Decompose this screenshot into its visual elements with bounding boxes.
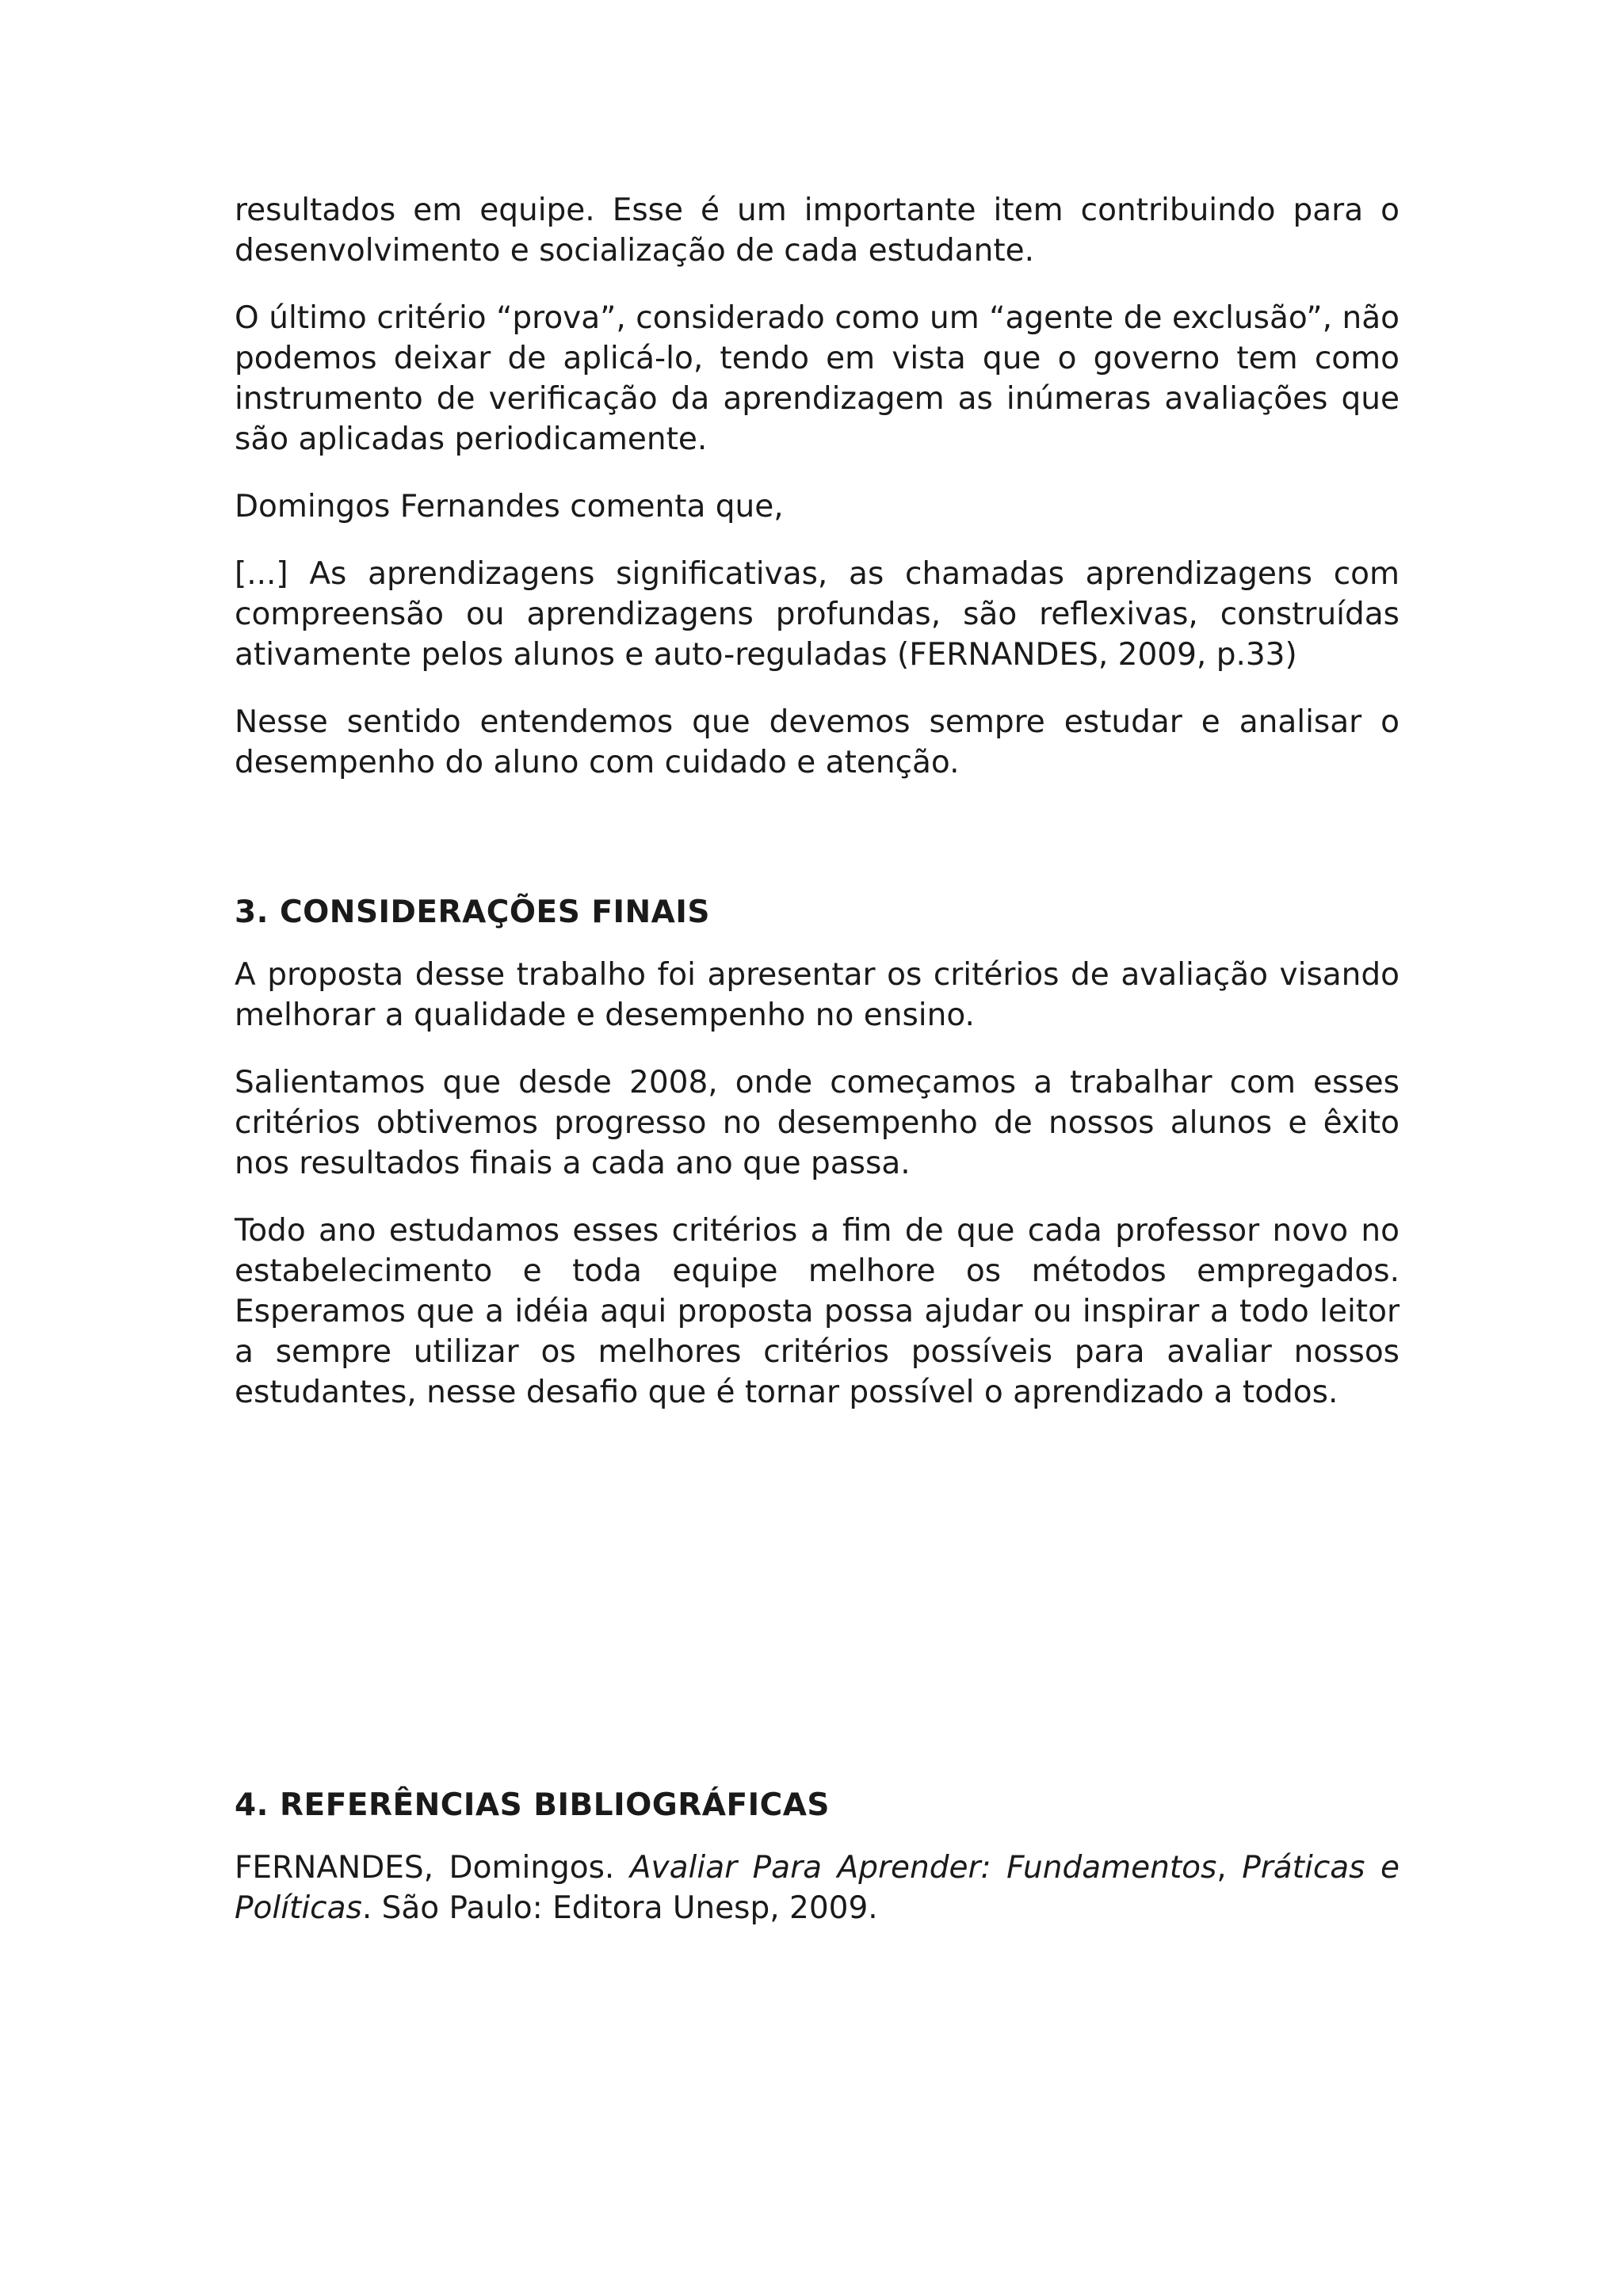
- reference-publisher: . São Paulo: Editora Unesp, 2009.: [361, 1890, 878, 1926]
- reference-title-separator: ,: [1216, 1850, 1243, 1886]
- document-page: [235, 190, 1400, 1955]
- section-heading-references: 4. REFERÊNCIAS BIBLIOGRÁFICAS: [235, 1787, 831, 1823]
- paragraph-fernandes-intro: Domingos Fernandes comenta que,: [235, 489, 784, 524]
- reference-author: FERNANDES, Domingos.: [235, 1850, 630, 1886]
- reference-entry: [235, 1848, 1400, 1928]
- paragraph-yearly-study: Todo ano estudamos esses critérios a fim de que cada professor novo no estabelecimento e toda equipe melhore os métodos empregados. Esperamos que a idéia aqui proposta possa ajudar ou inspirar a todo leitor a sempre utilizar os melhores critérios possíveis para avaliar nossos estudantes, nesse desafio que é tornar possível o aprendizado a todos.: [235, 1213, 1400, 1410]
- reference-title: Avaliar Para Aprender: Fundamentos: [629, 1850, 1217, 1886]
- paragraph-progress: Salientamos que desde 2008, onde começamos a trabalhar com esses critérios obtivemos progresso no desempenho de nossos alunos e êxito nos resultados finais a cada ano que passa.: [235, 1065, 1400, 1181]
- paragraph-conclusion-section2: Nesse sentido entendemos que devemos sempre estudar e analisar o desempenho do aluno com cuidado e atenção.: [235, 704, 1400, 780]
- section-spacer: [235, 810, 1400, 892]
- paragraph-proposal: A proposta desse trabalho foi apresentar os critérios de avaliação visando melhorar a qualidade e desempenho no ensino.: [235, 957, 1400, 1033]
- section-spacer: [235, 1440, 1400, 1785]
- reference-title-continued: Práticas e Políticas: [235, 1850, 1400, 1926]
- paragraph-exam-criterion: O último critério “prova”, considerado como um “agente de exclusão”, não podemos deixar de aplicá-lo, tendo em vista que o governo tem como instrumento de verificação da aprendizagem as inúmeras avaliações que são aplicadas periodicamente.: [235, 300, 1400, 457]
- block-quote: [...] As aprendizagens significativas, as chamadas aprendizagens com compreensão ou aprendizagens profundas, são reflexivas, construídas ativamente pelos alunos e auto-reguladas (FERNANDES, 2009, p.33): [235, 556, 1400, 673]
- section-heading-final-considerations: 3. CONSIDERAÇÕES FINAIS: [235, 894, 710, 930]
- paragraph-team-results: resultados em equipe. Esse é um importante item contribuindo para o desenvolvimento e socialização de cada estudante.: [235, 193, 1400, 269]
